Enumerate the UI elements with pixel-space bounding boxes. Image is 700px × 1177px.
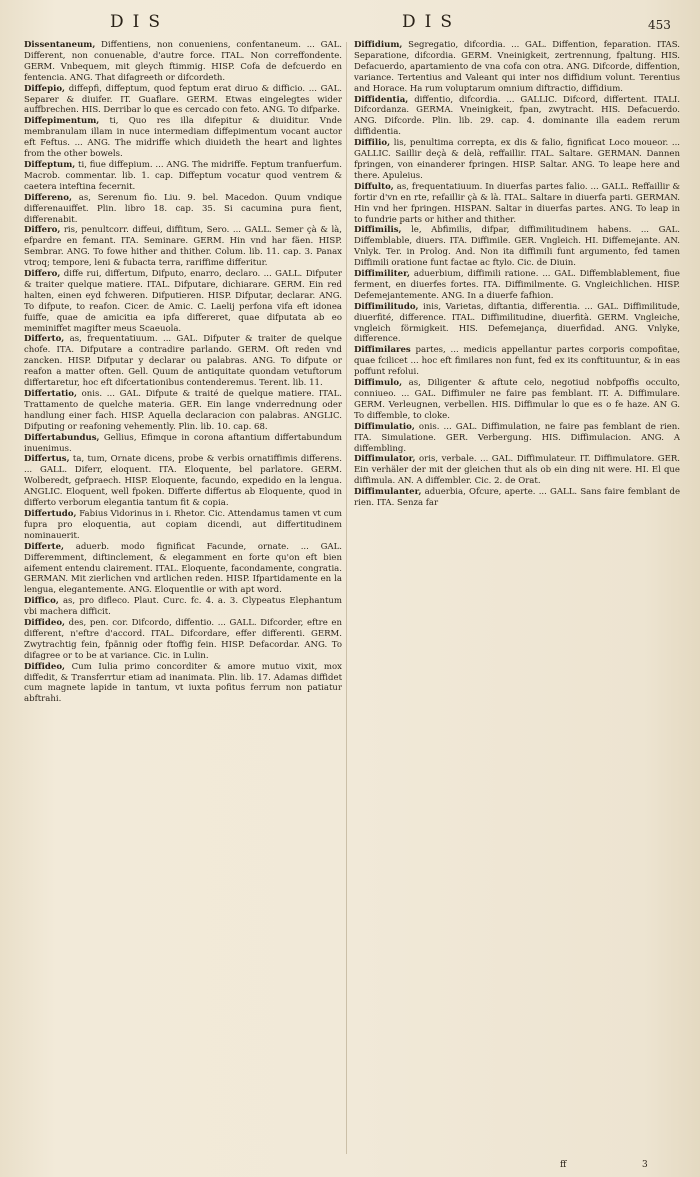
dictionary-entry: [354, 422, 680, 455]
dictionary-entry: [354, 454, 680, 487]
entry-text: diffe rui, differtum, Difputo, enarro, declaro. ... GALL. Difputer & traiter quelque matiere. ITAL. Difputare, dichiarare. GERM. Ein red halten, einen eyd fchweren. Difputieren. HISP. Difputar, declarar. ANG. To difpute, to reafon. Cicer. de Amic. C. Laelij perfona vifa eft idonea fuiffe, quae de amicitia ea ipfa differeret, quae difputata ab eo meminiffet magifter meus Scaeuola.: [24, 269, 342, 334]
entry-headword: Differto,: [24, 334, 65, 345]
dictionary-entry: [24, 269, 342, 334]
dictionary-entry: [354, 138, 680, 182]
entry-headword: Differtabundus,: [24, 432, 100, 443]
left-running-title: DIS: [110, 12, 169, 32]
entry-text: Segregatio, difcordia. ... GAL. Diffention, feparation. ITAS. Separatione, difcordia. GERM. Vneinigkeit, zertrennung, fpaltung. HIS. Defacuerdo, apartamiento de vna cofa con otra. ANG. Difcorde, diffention, variance. Tertentius and Valeant qui inter nos diffidium volunt. Terentius and Horace. Ha rum voluptarum omnium diftractio, diffidium.: [354, 40, 680, 94]
entry-headword: Diffideo,: [24, 661, 66, 672]
entry-headword: Diffico,: [24, 596, 59, 607]
entry-text: partes, ... medicis appellantur partes corporis compofitae, quae fcilicet ... hoc eft fimilares non funt, fed ex its conftituuntur, & in eas poffunt refolui.: [354, 345, 680, 378]
entry-text: ta, tum, Ornate dicens, probe & verbis ornatiffimis differens. ... GALL. Diferr, eloquent. ITA. Eloquente, bel parlatore. GERM. Wolberedt, gefpraech. HISP. Eloquente, facundo, expedido en la lengua. ANGLIC. Eloquent, well fpoken. Differte differtus ab Eloquente, quod in differto verborum elegantia tantum fit & copia.: [24, 454, 342, 509]
dictionary-entry: [24, 193, 342, 226]
dictionary-entry: [24, 160, 342, 193]
entry-text: des, pen. cor. Difcordo, diffentio. ... GALL. Difcorder, eftre en different, n'eftre d'accord. ITAL. Difcordare, effer differenti. GERM. Zwytrachtig fein, fpännig oder ftoffig fein. HISP. Defacordar. ANG. To difagree or to be at variance. Cic. in Lulin.: [24, 618, 342, 661]
entry-headword: Diffidentia,: [354, 94, 409, 105]
entry-headword: Diffimulanter,: [354, 487, 422, 498]
entry-headword: Differo,: [24, 225, 61, 236]
dictionary-entry: [354, 95, 680, 139]
entry-headword: Diffimiliter,: [354, 269, 410, 280]
entry-text: lis, penultima correpta, ex dis & falio, fignificat Loco moueor. ... GALLIC. Saillir deçà & delà, reffaillir. ITAL. Saltare. GERMAN. Dannen fpringen, von einanderer fpringen. HISP. Saltar. ANG. To leape here and there. Apuleius.: [354, 138, 680, 181]
entry-text: inis, Varietas, diftantia, differentia. ... GAL. Diffimilitude, diuerfité, difference. ITAL. Diffimilitudine, diuerfità. GERM. Vngleiche, vngleich förmigkeit. HIS. Defemejança, diuerfidad. ANG. Vnlyke, difference.: [354, 301, 680, 345]
dictionary-entry: [24, 509, 342, 542]
entry-headword: Differtatio,: [24, 389, 77, 399]
entry-text: diffentio, difcordia. ... GALLIC. Difcord, differtent. ITALI. Difcordanza. GERMA. Vneinigkeit, fpan, zwytracht. HIS. Defacuerdo. ANG. Difcorde. Plin. lib. 29. cap. 4. dominante illa eadem rerum diffidentia.: [354, 94, 680, 138]
dictionary-entry: [354, 302, 680, 346]
entry-headword: Diffeptum,: [24, 159, 76, 170]
entry-text: Diffentiens, non conueniens, confentaneum. ... GAL. Different, non conuenable, d'autre force. ITAL. Non correffondente. GERM. Vnbequem, mit gleych ftimmig. HISP. Cofa de defcuerdo en fentencia. ANG. That difagreeth or difcordeth.: [24, 40, 342, 83]
entry-text: le, Abfimilis, difpar, diffimilitudinem habens. ... GAL. Diffemblable, diuers. ITA. Diffimile. GER. Vngleich. HI. Diffemejante. AN. Vnlyk. Ter. in Prolog. And. Non ita diffimili funt argumento, fed tamen Diffimili oratione funt factae ac ftylo. Cic. de Diuin.: [354, 225, 680, 269]
dictionary-entry: [354, 345, 680, 378]
entry-headword: Differo,: [24, 269, 61, 280]
entry-headword: Diffideo,: [24, 618, 66, 629]
signature-mark: 3: [642, 1160, 648, 1170]
entry-headword: Diffimilitudo,: [354, 301, 419, 312]
entry-headword: Diffidium,: [354, 40, 403, 50]
dictionary-entry: [24, 389, 342, 433]
entry-headword: Diffepimentum,: [24, 116, 100, 127]
entry-text: Gellius, Efimque in corona aftantium differtabundum inuenimus.: [24, 432, 342, 454]
entry-headword: Differtus,: [24, 454, 70, 465]
dictionary-entry: [24, 454, 342, 509]
entry-text: onis. ... GAL. Difpute & traité de quelque matiere. ITAL. Trattamento de quelche materia. GER. Ein lange vnderrednung oder handlung einer fach. HISP. Aquella declaracion con palabras. ANGLIC. Difputing or reafoning vehemently. Plin. lib. 10. cap. 68.: [24, 389, 342, 432]
entry-headword: Differtudo,: [24, 508, 77, 519]
entry-text: as, frequentatiuum. In diuerfas partes falio. ... GALL. Reffaillir & fortir d'vn en rte, refaillir çà & là. ITAL. Saltare in diuerfa parti. GERMAN. Hin vnd her fpringen. HISPAN. Saltar in diuerfas partes. ANG. To leap in to fundrie parts or hither and thither.: [354, 181, 680, 225]
entry-headword: Differeno,: [24, 192, 72, 203]
dictionary-entry: [24, 542, 342, 597]
entry-text: as, Diligenter & aftute celo, negotiud nobfpoffis occulto, conniueo. ... GAL. Diffimuler ne faire pas femblant. IT. A. Diffimulare. GERM. Verleugnen, verbellen. HIS. Diffimular lo que es o fe haze. AN G. To diffemble, to cloke.: [354, 378, 680, 421]
dictionary-entry: [24, 40, 342, 84]
entry-headword: Diffimulo,: [354, 378, 403, 389]
catchword: ff: [560, 1160, 567, 1170]
entry-text: as, frequentatiuum. ... GAL. Difputer & traiter de quelque chofe. ITA. Difputare a contradire parlando. GERM. Oft reden vnd zancken. HISP. Difputar y declarar ou palabras. ANG. To difpute or reafon a matter often. Gell. Quum de antiquitate quondam vetuftorum differtaretur, hoc eft difcertationibus contenderemus. Terent. lib. 11.: [24, 334, 342, 389]
running-header: [0, 8, 700, 34]
entry-text: Cum Iulia primo concorditer & amore mutuo vixit, mox diffedit, & Transferrtur etiam ad inanimata. Plin. lib. 17. Adamas diffidet cum magnete lapide in tantum, vt iuxta pofitus ferrum non patiatur abftrahi.: [24, 661, 342, 705]
entry-text: aduerb. modo fignificat Facunde, ornate. ... GAL. Differemment, diftinclement, & elegamment en forte qu'on eft bien aifement entendu clairement. ITAL. Eloquente, facondamente, congratia. GERMAN. Mit zierlichen vnd artlichen reden. HISP. Ifpartidamente en la lengua, elegantemente. ANG. Eloquentlie or with apt word.: [24, 541, 342, 596]
entry-text: as, Serenum fio. Liu. 9. bel. Macedon. Quum vndique differenauiffet. Plin. libro 18. cap. 35. Si cacumina pura fient, differenabit.: [24, 192, 342, 225]
entry-headword: Diffulto,: [354, 181, 394, 192]
dictionary-entry: [24, 596, 342, 618]
dictionary-entry: [24, 116, 342, 160]
entry-text: ris, penultcorr. diffeui, diffitum, Sero. ... GALL. Semer çà & là, efpardre en femant. ITA. Seminare. GERM. Hin vnd har fäen. HISP. Sembrar. ANG. To fowe hither and thither. Colum. lib. 11. cap. 3. Panax vtroq; tempore, leni & fubacta terra, rariffime differitur.: [24, 225, 342, 269]
right-running-title: DIS: [402, 12, 461, 32]
entry-headword: Dissentaneum,: [24, 40, 96, 50]
dictionary-entry: [354, 269, 680, 302]
dictionary-entry: [24, 334, 342, 389]
entry-text: Fabius Vidorinus in i. Rhetor. Cic. Attendamus tamen vt cum fupra pro eloquentia, aut copiam dicendi, aut differtitudinem nominauerit.: [24, 508, 342, 541]
right-column: [354, 40, 680, 1158]
entry-headword: Diffimilares: [354, 345, 411, 356]
dictionary-entry: [354, 487, 680, 509]
dictionary-entry: [354, 225, 680, 269]
entry-text: onis. ... GAL. Diffimulation, ne faire pas femblant de rien. ITA. Simulatione. GER. Verbergung. HIS. Diffimulacion. ANG. A diffembling.: [354, 421, 680, 454]
entry-text: oris, verbale. ... GAL. Diffimulateur. IT. Diffimulatore. GER. Ein verhäler der mit der gleichen thut als ob ein ding nit were. HI. El que diffimula. AN. A diffembler. Cic. 2. de Orat.: [354, 454, 680, 487]
entry-text: as, pro difleco. Plaut. Curc. fc. 4. a. 3. Clypeatus Elephantum vbi machera difficit.: [24, 596, 342, 618]
entry-headword: Diffepio,: [24, 83, 66, 94]
entry-headword: Diffimulator,: [354, 454, 416, 465]
dictionary-entry: [354, 40, 680, 95]
dictionary-entry: [24, 433, 342, 455]
left-column: [24, 40, 342, 1158]
page-number: 453: [648, 18, 671, 32]
entry-text: aduerbia, Ofcure, aperte. ... GALL. Sans faire femblant de rien. ITA. Senza far: [354, 487, 680, 509]
entry-text: diffepfi, diffeptum, quod feptum erat diruo & difficio. ... GAL. Separer & diuifer. IT. Guaflare. GERM. Etwas eingelegtes wider auffbrechen. HIS. Derribar lo que es cercado con feto. ANG. To difparke.: [24, 83, 342, 116]
entry-headword: Diffilio,: [354, 138, 391, 149]
dictionary-entry: [354, 378, 680, 422]
dictionary-entry: [24, 84, 342, 117]
entry-text: ti, Quo res illa difepitur & diuiditur. Vnde membranulam illam in nuce intermediam diffepimentum vocant auctor eft Feftus. ... ANG. The midriffe which diuideth the heart and lightes from the other bowels.: [24, 116, 342, 160]
entry-headword: Differte,: [24, 541, 64, 552]
entry-headword: Diffimulatio,: [354, 421, 415, 432]
entry-text: ti, fiue diffepium. ... ANG. The midriffe. Feptum tranfuerfum. Macrob. commentar. lib. 1. cap. Diffeptum vocatur quod ventrem & caetera inteftina fecernit.: [24, 159, 342, 192]
entry-headword: Diffimilis,: [354, 225, 402, 236]
dictionary-entry: [24, 662, 342, 706]
dictionary-entry: [354, 182, 680, 226]
dictionary-entry: [24, 225, 342, 269]
column-divider: [346, 42, 347, 1154]
entry-text: aduerbium, diffimili ratione. ... GAL. Diffemblablement, fiue ferment, en diuerfes fortes. ITA. Diffimilmente. G. Vngleichlichen. HISP. Defemejantemente. ANG. In a diuerfe fafhion.: [354, 269, 680, 301]
dictionary-entry: [24, 618, 342, 662]
